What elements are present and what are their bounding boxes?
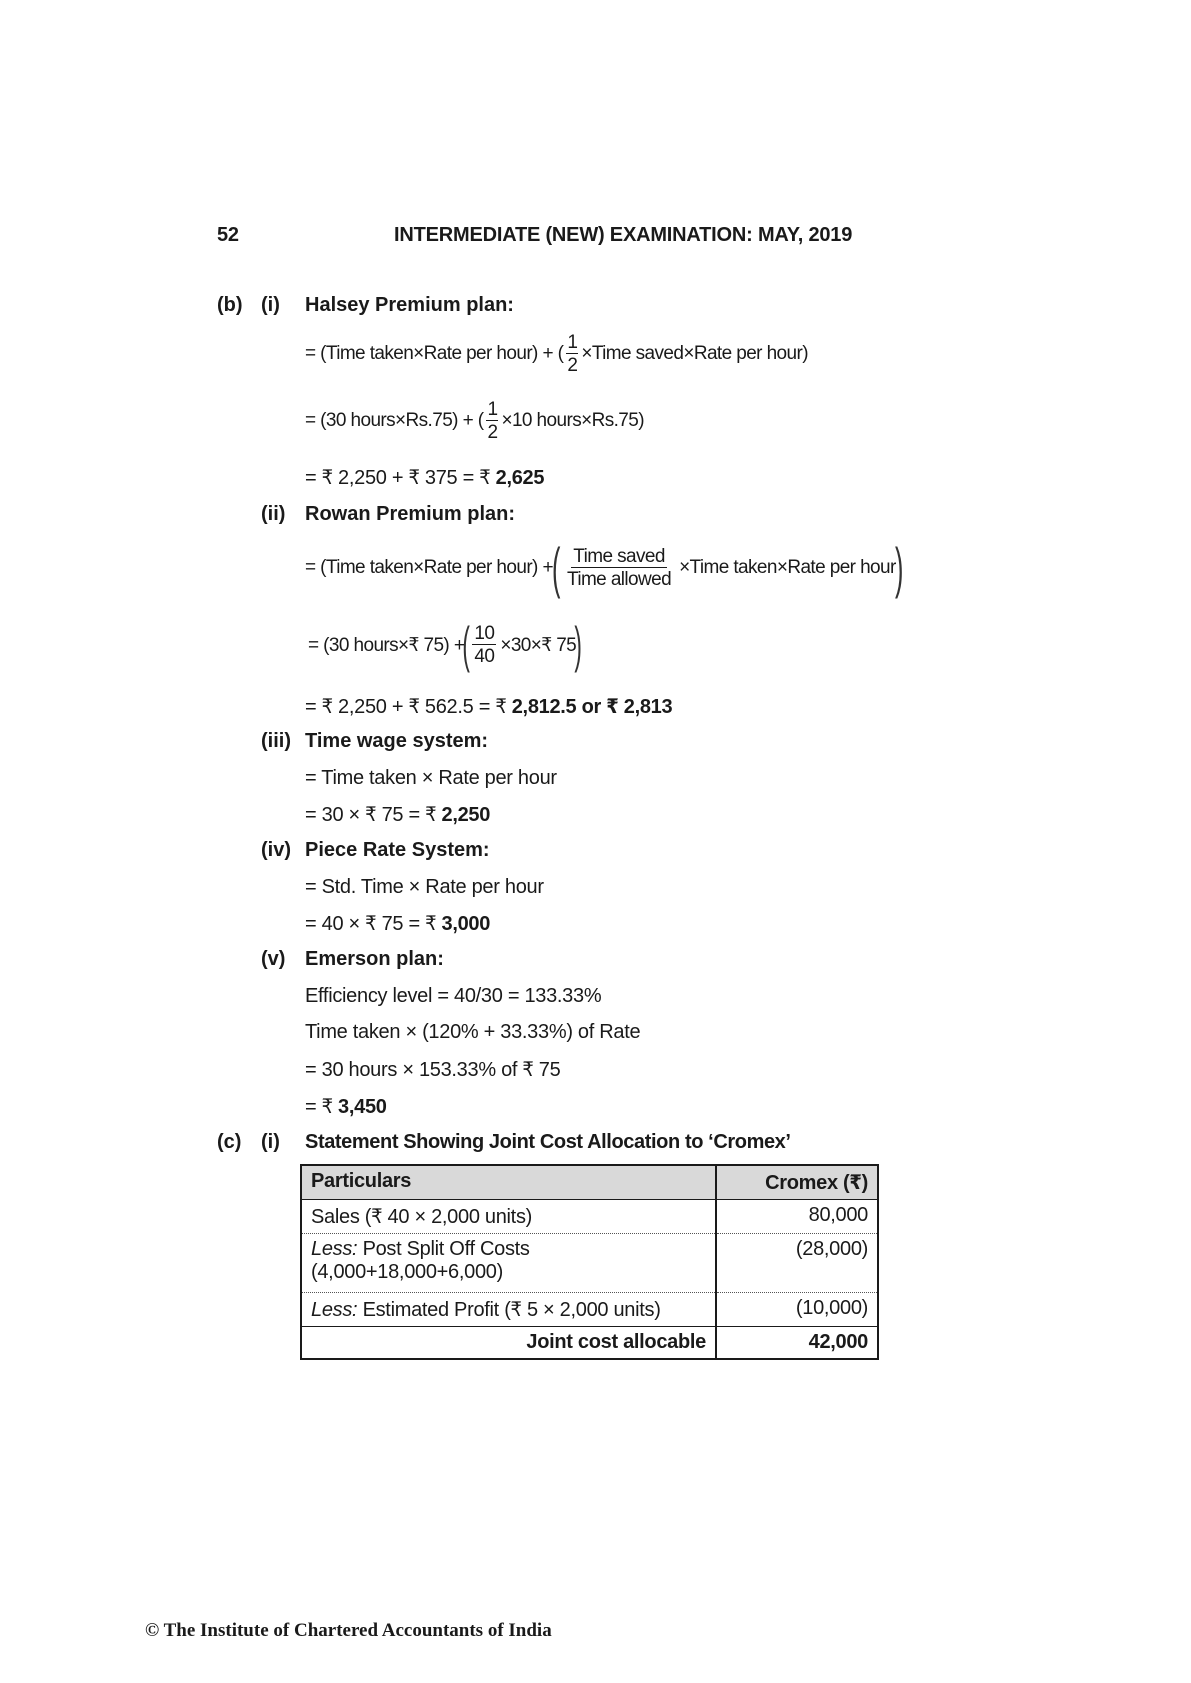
emerson-title: Emerson plan: [305,948,444,970]
piece-rate-result-pre: = 40 × ₹ 75 = ₹ [305,913,442,935]
part-b-label: (b) [217,294,243,316]
table-total-row [301,1327,878,1360]
joint-cost-table [300,1164,879,1360]
piece-rate-formula: = Std. Time × Rate per hour [305,876,544,898]
rowan-formula-pre: = (Time taken×Rate per hour) + [305,557,553,578]
piece-rate-label: (iv) [261,839,291,861]
emerson-result-value: 3,450 [338,1096,387,1118]
emerson-substitution: = 30 hours × 153.33% of ₹ 75 [305,1059,561,1081]
halsey-label: (i) [261,294,280,316]
rowan-label: (ii) [261,503,286,525]
footer-copyright: © The Institute of Chartered Accountants of India [145,1620,552,1641]
row-text-continued: (4,000+18,000+6,000) [311,1261,503,1283]
rowan-result [305,694,672,719]
halsey-formula-post: ×Time saved×Rate per hour) [581,343,808,364]
time-wage-result-value: 2,250 [441,804,491,826]
rowan-substitution [308,617,582,673]
rowan-result-pre: = ₹ 2,250 + ₹ 562.5 = ₹ [305,696,512,718]
fraction-numerator: 1 [567,332,578,353]
row-text: Sales (₹ 40 × 2,000 units) [311,1206,532,1228]
emerson-result [305,1094,387,1119]
column-header-particulars: Particulars [301,1165,716,1200]
emerson-label: (v) [261,948,286,970]
row-particulars [301,1200,716,1234]
left-paren: ( [462,617,470,673]
halsey-result [305,465,544,490]
halsey-substitution-fraction [485,400,499,442]
piece-rate-result-value: 3,000 [441,913,491,935]
rowan-substitution-post: ×30×₹ 75 [500,634,577,656]
fraction-denominator: 2 [487,422,498,443]
row-text: Post Split Off Costs [357,1238,530,1260]
row-prefix: Less: [311,1238,358,1260]
fraction-numerator: Time saved [573,546,665,567]
row-text: Estimated Profit (₹ 5 × 2,000 units) [357,1299,661,1321]
fraction-numerator: 1 [487,399,498,420]
time-wage-result [305,802,490,827]
row-value: (10,000) [716,1293,878,1327]
halsey-title: Halsey Premium plan: [305,294,514,316]
time-wage-formula: = Time taken × Rate per hour [305,767,557,789]
column-header-cromex: Cromex (₹) [716,1165,878,1200]
fraction-denominator: 2 [567,355,578,376]
piece-rate-result [305,911,490,936]
row-particulars [301,1234,716,1293]
fraction-denominator: 40 [474,646,495,667]
part-c-label: (c) [217,1131,242,1153]
fraction-denominator: Time allowed [567,569,672,590]
table-row [301,1234,878,1293]
row-value: (28,000) [716,1234,878,1293]
halsey-substitution-post: ×10 hours×Rs.75) [501,410,644,431]
rowan-result-value: 2,812.5 or ₹ 2,813 [511,696,673,718]
time-wage-result-pre: = 30 × ₹ 75 = ₹ [305,804,442,826]
table-row [301,1200,878,1234]
part-c-sub-label: (i) [261,1131,280,1153]
rowan-substitution-pre: = (30 hours×₹ 75) + [308,634,465,656]
halsey-result-value: 2,625 [495,467,545,489]
row-prefix: Less: [311,1299,358,1321]
total-value: 42,000 [716,1327,878,1360]
fraction-numerator: 10 [474,623,495,644]
time-wage-title: Time wage system: [305,730,489,752]
table-row [301,1293,878,1327]
time-wage-label: (iii) [261,730,291,752]
halsey-formula-pre: = (Time taken×Rate per hour) + ( [305,343,564,364]
rowan-title: Rowan Premium plan: [305,503,516,525]
piece-rate-title: Piece Rate System: [305,839,490,861]
joint-cost-statement-title: Statement Showing Joint Cost Allocation to ‘Cromex’ [305,1131,791,1153]
halsey-formula [305,333,808,375]
halsey-substitution-pre: = (30 hours×Rs.75) + ( [305,410,484,431]
rowan-formula-fraction [565,547,673,589]
page-header-title: INTERMEDIATE (NEW) EXAMINATION: MAY, 2019 [394,224,853,246]
emerson-formula: Time taken × (120% + 33.33%) of Rate [305,1021,641,1043]
left-paren: ( [551,536,561,599]
row-value: 80,000 [716,1200,878,1234]
emerson-efficiency: Efficiency level = 40/30 = 133.33% [305,985,602,1007]
right-paren: ) [894,536,903,599]
page-number: 52 [217,224,239,246]
rowan-substitution-fraction [472,624,496,666]
halsey-formula-fraction [565,333,579,375]
halsey-substitution [305,400,644,442]
right-paren: ) [574,617,582,673]
table-header-row [301,1165,878,1200]
rowan-formula [305,536,903,599]
emerson-result-pre: = ₹ [305,1096,339,1118]
rowan-formula-post: ×Time taken×Rate per hour [679,557,896,578]
halsey-result-pre: = ₹ 2,250 + ₹ 375 = ₹ [305,467,496,489]
total-label: Joint cost allocable [301,1327,716,1360]
row-particulars [301,1293,716,1327]
